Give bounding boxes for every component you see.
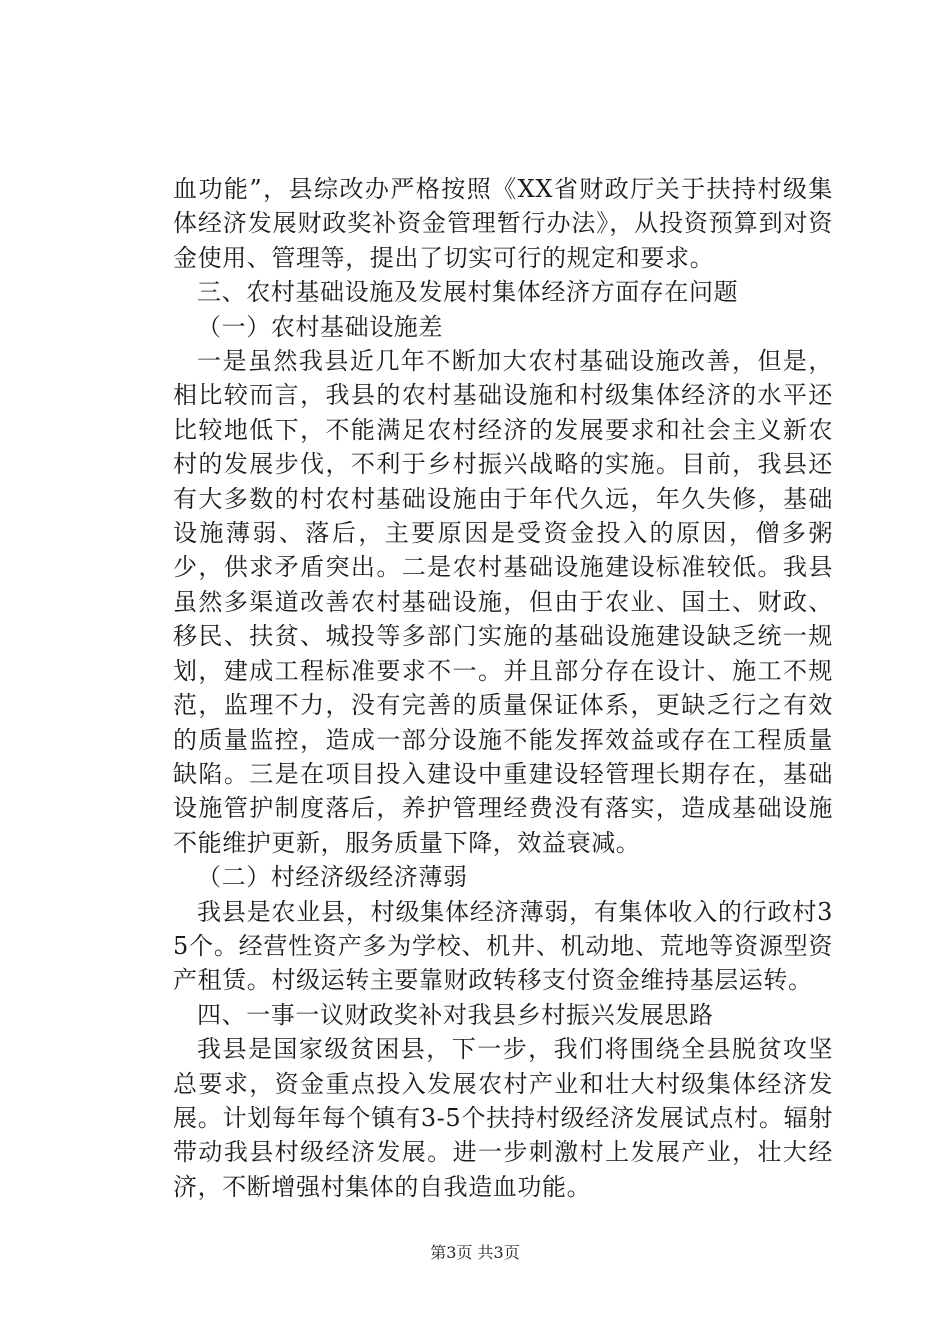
page-footer: 第3页 共3页 [430,1243,520,1262]
section-heading-4: 四、一事一议财政奖补对我县乡村振兴发展思路 [197,1000,714,1029]
paragraph-development-plan: 我县是国家级贫困县，下一步，我们将围绕全县脱贫攻坚总要求，资金重点投入发展农村产业和壮大村级集体经济发展。计划每年每个镇有3-5个扶持村级经济发展试点村。辐射带动我县村级经济发展。进一步刺激村上发展产业，壮大经济，不断增强村集体的自我造血功能。 [173,1035,833,1201]
subsection-heading-2: （二）村经济级经济薄弱 [197,863,468,892]
paragraph-village-economy: 我县是农业县，村级集体经济薄弱，有集体收入的行政村35个。经营性资产多为学校、机井、机动地、荒地等资源型资产租赁。村级运转主要靠财政转移支付资金维持基层运转。 [173,897,833,995]
paragraph-continued: 血功能”，县综改办严格按照《XX省财政厅关于扶持村级集体经济发展财政奖补资金管理暂行办法》，从投资预算到对资金使用、管理等，提出了切实可行的规定和要求。 [173,175,833,272]
section-heading-3: 三、农村基础设施及发展村集体经济方面存在问题 [197,278,739,307]
subsection-heading-1: （一）农村基础设施差 [197,312,443,341]
paragraph-infrastructure: 一是虽然我县近几年不断加大农村基础设施改善，但是，相比较而言，我县的农村基础设施和村级集体经济的水平还比较地低下，不能满足农村经济的发展要求和社会主义新农村的发展步伐，不利于乡村振兴战略的实施。目前，我县还有大多数的村农村基础设施由于年代久远，年久失修，基础设施薄弱、落后，主要原因是受资金投入的原因，僧多粥少，供求矛盾突出。二是农村基础设施建设标准较低。我县虽然多渠道改善农村基础设施，但由于农业、国土、财政、移民、扶贫、城投等多部门实施的基础设施建设缺乏统一规划，建成工程标准要求不一。并且部分存在设计、施工不规范，监理不力，没有完善的质量保证体系，更缺乏行之有效的质量监控，造成一部分设施不能发挥效益或存在工程质量缺陷。三是在项目投入建设中重建设轻管理长期存在，基础设施管护制度落后，养护管理经费没有落实，造成基础设施不能维护更新，服务质量下降，效益衰减。 [173,347,833,857]
document-body [173,172,833,1204]
